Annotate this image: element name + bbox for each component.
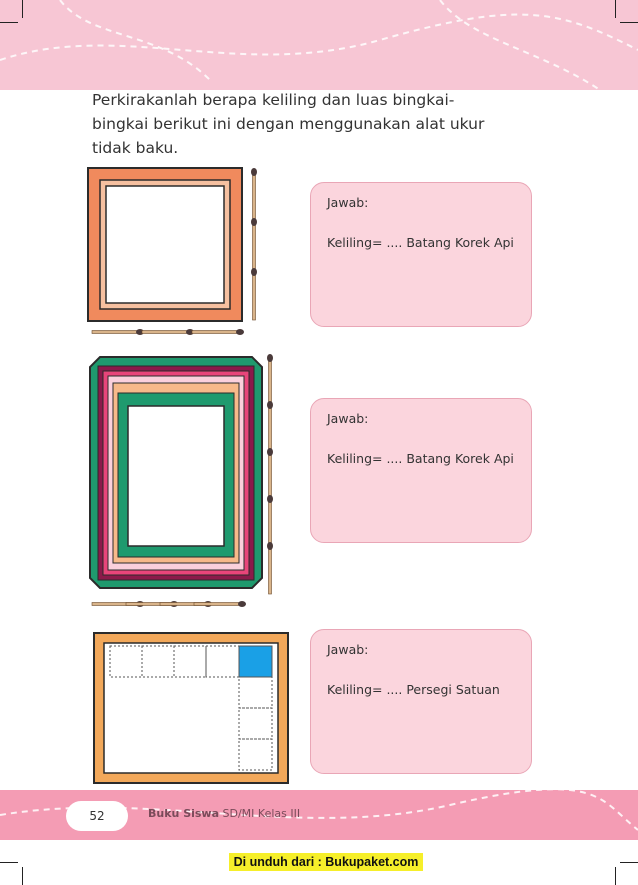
instruction-line: tidak baku. <box>92 139 179 157</box>
answer-perimeter-text: Keliling= .... Batang Korek Api <box>327 451 514 466</box>
answer-box-1 <box>310 182 532 327</box>
answer-box-3 <box>310 629 532 774</box>
book-title <box>148 807 300 820</box>
frame-1 <box>88 168 242 321</box>
answer-label: Jawab: <box>327 411 369 426</box>
instruction-line: bingkai berikut ini dengan menggunakan alat ukur <box>92 115 485 133</box>
matchsticks-vertical-1 <box>251 168 257 320</box>
book-title-rest: SD/MI Kelas III <box>219 807 301 820</box>
answer-perimeter-text: Keliling= .... Batang Korek Api <box>327 235 514 250</box>
answer-label: Jawab: <box>327 642 369 657</box>
frame-3 <box>94 633 288 783</box>
book-title-bold: Buku Siswa <box>148 807 220 820</box>
download-watermark[interactable]: Di unduh dari : Bukupaket.com <box>229 853 423 871</box>
answer-perimeter-text: Keliling= .... Persegi Satuan <box>327 682 500 697</box>
answer-label: Jawab: <box>327 195 369 210</box>
unit-square-highlighted <box>239 646 272 677</box>
matchsticks-horizontal-2 <box>92 601 246 607</box>
instruction-line: Perkirakanlah berapa keliling dan luas bingkai- <box>92 91 455 109</box>
matchsticks-vertical-2 <box>267 354 273 594</box>
frame-2 <box>90 357 262 588</box>
page-number: 52 <box>66 801 128 831</box>
answer-box-2 <box>310 398 532 543</box>
matchsticks-horizontal-1 <box>92 329 244 335</box>
